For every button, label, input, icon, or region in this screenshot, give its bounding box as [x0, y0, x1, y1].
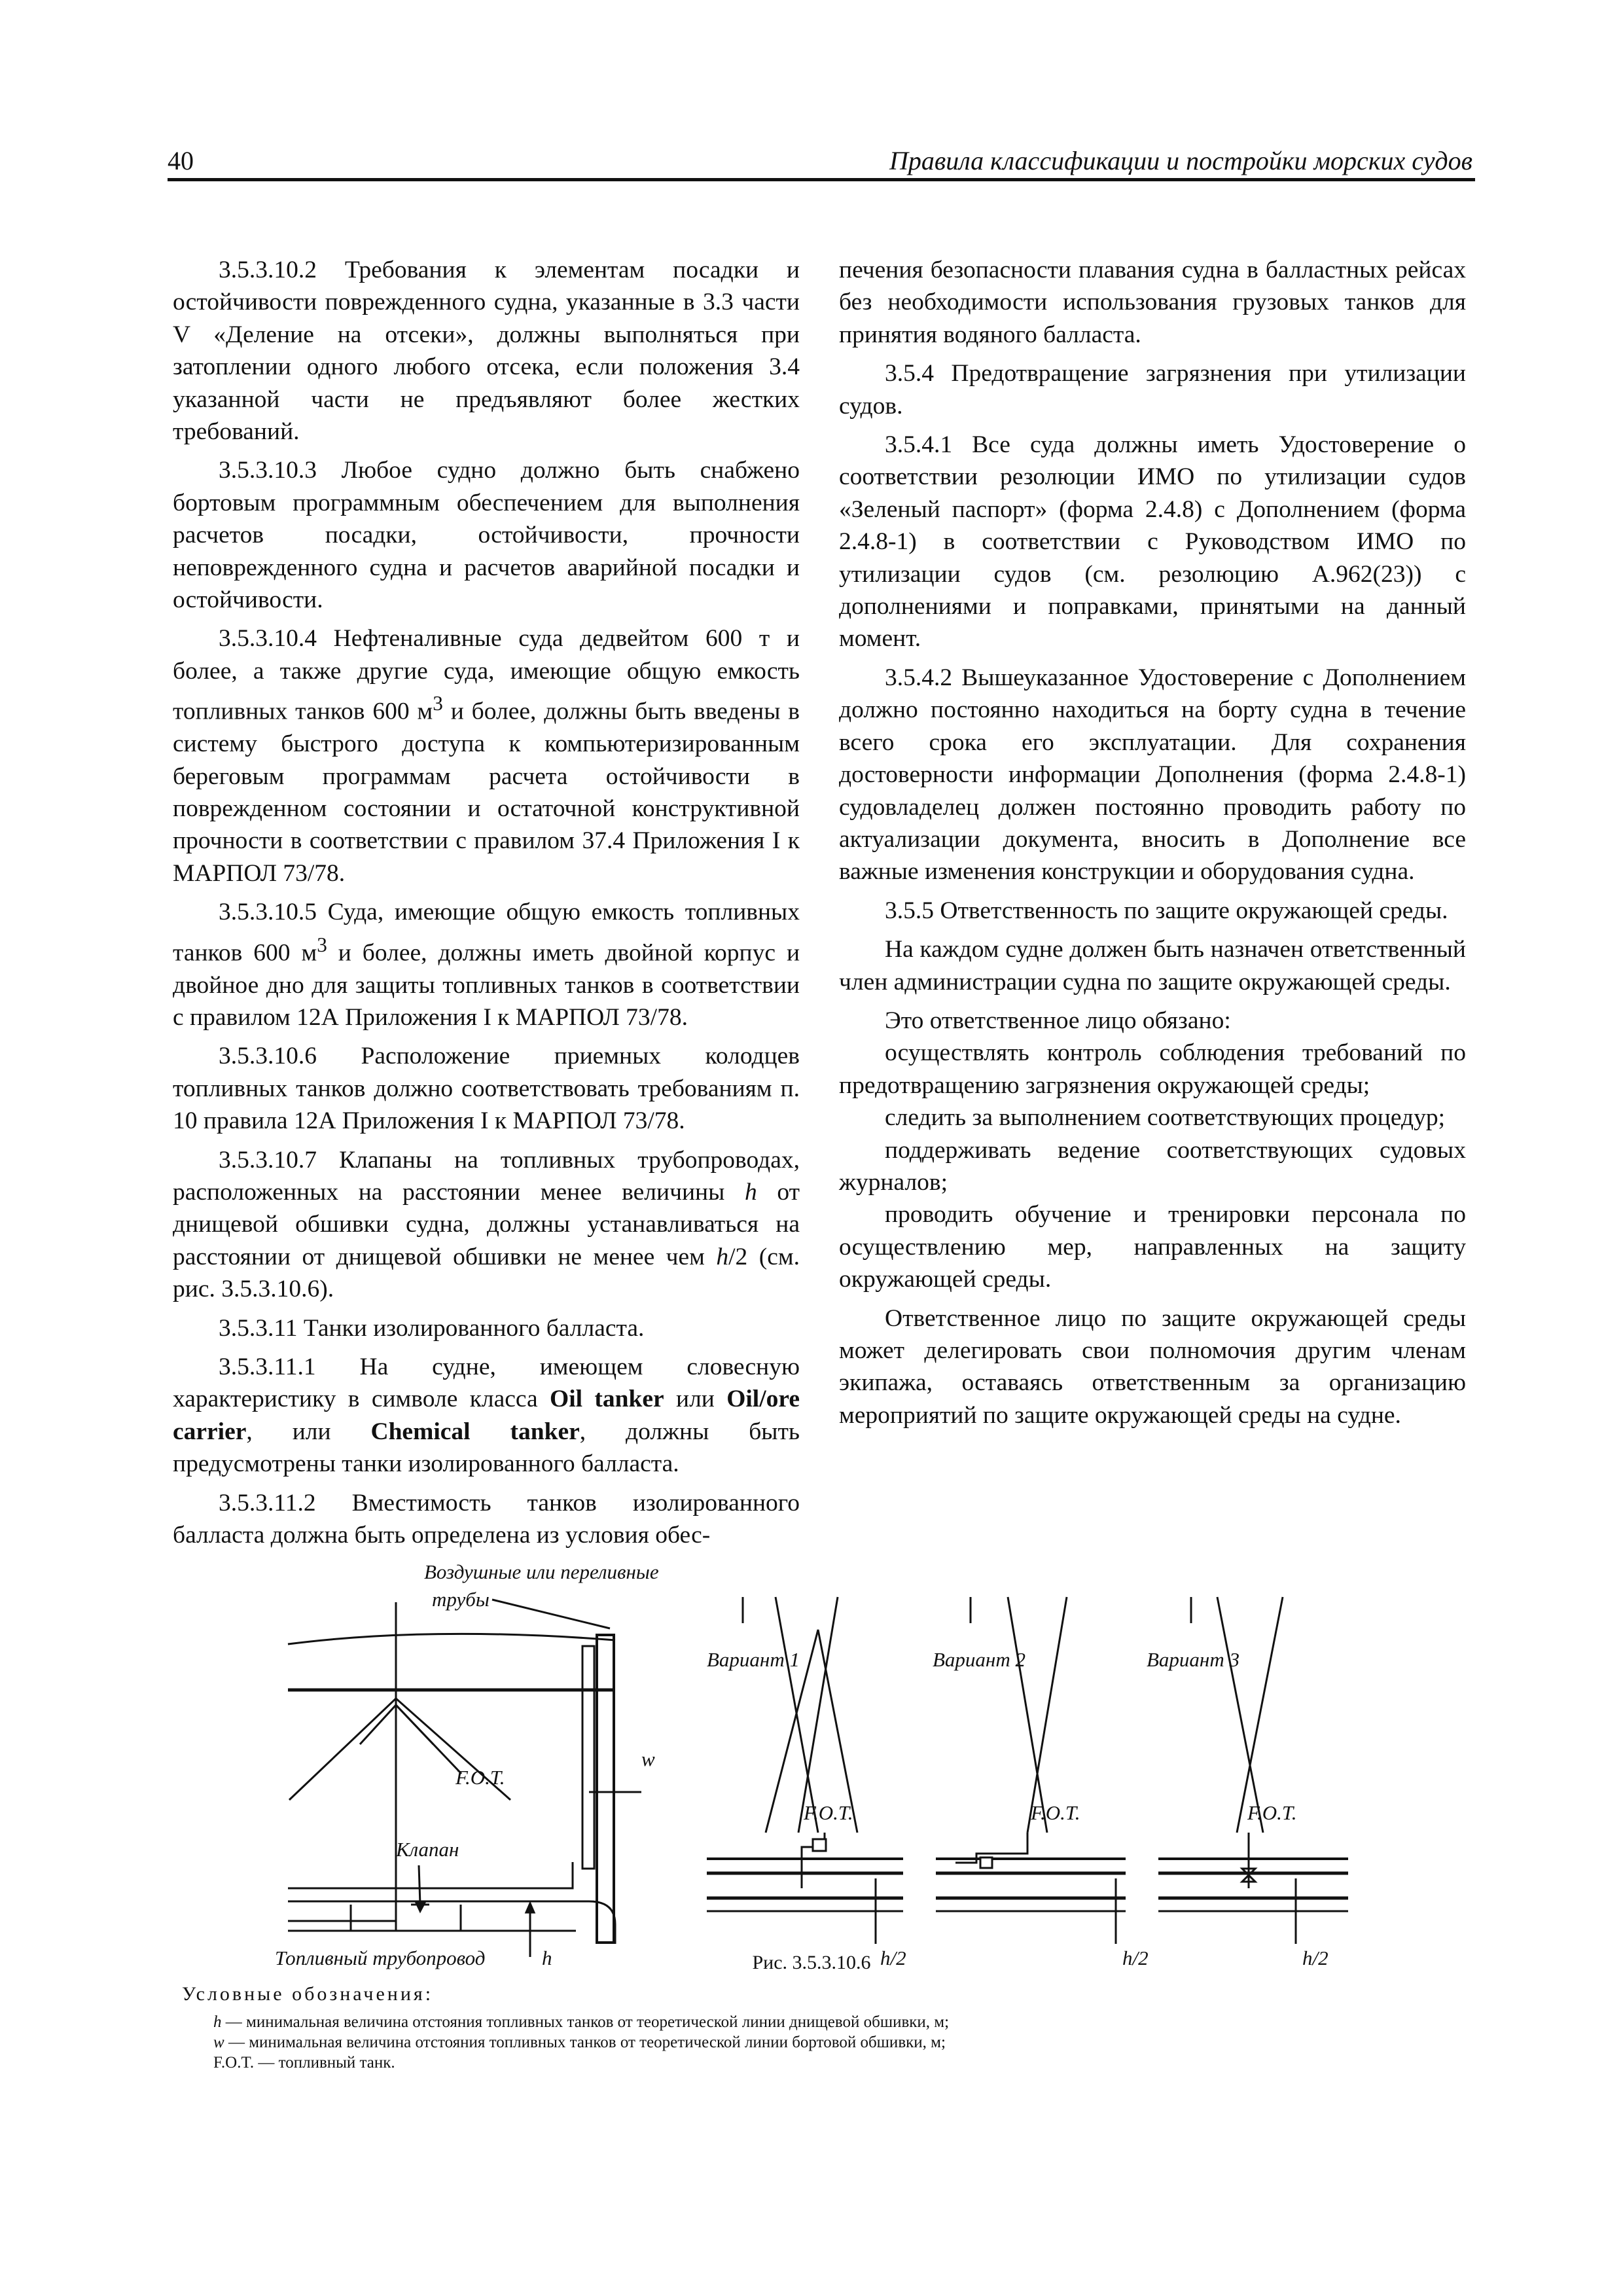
right-column — [839, 254, 1466, 1438]
paragraph: 3.5.3.10.7 Клапаны на топливных трубопроводах, расположенных на расстоянии менее величины h от днищевой обшивки судна, должны устанавливаться на расстоянии от днищевой обшивки не менее чем h/2 (см. рис. 3.5.3.10.6). — [173, 1146, 800, 1303]
list-item: поддерживать ведение соответствующих судовых журналов; — [839, 1136, 1466, 1196]
svg-text:Топливный трубопровод: Топливный трубопровод — [275, 1946, 486, 1969]
variant-2-diagram — [933, 1597, 1149, 1969]
svg-text:трубы: трубы — [432, 1588, 490, 1611]
section-heading: 3.5.5 Ответственность по защите окружающей среды. — [885, 897, 1448, 924]
svg-text:Вариант 1: Вариант 1 — [707, 1648, 800, 1671]
paragraph: 3.5.4.1 Все суда должны иметь Удостоверение о соответствии резолюции ИМО по утилизации судов «Зеленый паспорт» (форма 2.4.8) с Дополнением (форма 2.4.8-1) в соответствии с Руководством ИМО по утилизации судов (см. резолюцию А.962(23)) с дополнениями и поправками, принятыми на данный момент. — [839, 431, 1466, 653]
paragraph: 3.5.3.10.5 Суда, имеющие общую емкость топливных танков 600 $м^3$ и более, должны иметь двойной корпус и двойное дно для защиты топливных танков в соответствии с правилом 12А Приложения I к МАРПОЛ 73/78. — [173, 899, 800, 1031]
svg-text:F.O.T.: F.O.T. — [804, 1801, 853, 1824]
paragraph: Это ответственное лицо обязано: — [885, 1007, 1231, 1034]
svg-text:w: w — [641, 1748, 655, 1770]
list-item: осуществлять контроль соблюдения требований по предотвращению загрязнения окружающей среды; — [839, 1039, 1466, 1099]
paragraph: Ответственное лицо по защите окружающей среды может делегировать свои полномочия другим членам экипажа, оставаясь ответственным за организацию мероприятий по защите окружающей среды на судне. — [839, 1304, 1466, 1429]
left-column — [173, 254, 800, 1558]
figure-caption: Рис. 3.5.3.10.6 — [752, 1952, 871, 1973]
svg-text:Вариант 3: Вариант 3 — [1147, 1648, 1240, 1671]
section-heading: 3.5.4 Предотвращение загрязнения при утилизации судов. — [839, 360, 1466, 420]
svg-text:h/2: h/2 — [1302, 1946, 1329, 1969]
paragraph: 3.5.3.10.3 Любое судно должно быть снабжено бортовым программным обеспечением для выполнения расчетов посадки, остойчивости, прочности неповрежденного судна и расчетов аварийной посадки и остойчивости. — [173, 457, 800, 614]
list-item: следить за выполнением соответствующих процедур; — [885, 1104, 1445, 1132]
paragraph: 3.5.3.11.1 На судне, имеющем словесную характеристику в символе класса Oil tanker или Oil/ore carrier, или Chemical tanker, должны быть предусмотрены танки изолированного балласта. — [173, 1354, 800, 1478]
tank-section-diagram — [275, 1560, 659, 1969]
paragraph: 3.5.3.10.6 Расположение приемных колодцев топливных танков должно соответствовать требованиям п. 10 правила 12А Приложения I к МАРПОЛ 73/78. — [173, 1043, 800, 1135]
legend-item-fot: F.O.T. — топливный танк. — [213, 2054, 395, 2072]
svg-text:Воздушные или переливные: Воздушные или переливные — [424, 1560, 659, 1583]
svg-text:F.O.T.: F.O.T. — [1031, 1801, 1080, 1824]
svg-text:Клапан: Клапан — [396, 1838, 459, 1861]
svg-text:Вариант 2: Вариант 2 — [933, 1648, 1026, 1671]
paragraph: На каждом судне должен быть назначен ответственный член администрации судна по защите окружающей среды. — [839, 936, 1466, 996]
svg-text:F.O.T.: F.O.T. — [455, 1766, 505, 1789]
paragraph: печения безопасности плавания судна в балластных рейсах без необходимости использования грузовых танков для принятия водяного балласта. — [839, 257, 1466, 348]
svg-text:F.O.T.: F.O.T. — [1247, 1801, 1297, 1824]
legend-item-w: w — минимальная величина отстояния топливных танков от теоретической линии бортовой обшивки, м; — [213, 2034, 946, 2051]
page-number: 40 — [168, 146, 194, 175]
paragraph: 3.5.3.11 Танки изолированного балласта. — [219, 1314, 645, 1342]
paragraph: 3.5.3.11.2 Вместимость танков изолированного балласта должна быть определена из условия обес- — [173, 1489, 800, 1549]
variant-3-diagram — [1147, 1597, 1348, 1969]
paragraph: 3.5.4.2 Вышеуказанное Удостоверение с Дополнением должно постоянно находиться на борту судна в течение всего срока его эксплуатации. Для сохранения достоверности информации Дополнения (форма 2.4.8-1) судовладелец должен постоянно проводить работу по актуализации документа, вносить в Дополнение все важные изменения конструкции и оборудования судна. — [839, 664, 1466, 886]
legend-title: Условные обозначения: — [182, 1983, 434, 2005]
paragraph: 3.5.3.10.4 Нефтеналивные суда дедвейтом 600 т и более, а также другие суда, имеющие общую емкость топливных танков 600 $м^3$ и более, должны быть введены в систему быстрого доступа к компьютеризированным береговым программам расчета остойчивости в поврежденном состоянии и остаточной конструктивной прочности в соответствии с правилом 37.4 Приложения I к МАРПОЛ 73/78. — [173, 625, 800, 887]
running-title: Правила классификации и постройки морских судов — [889, 146, 1472, 175]
paragraph: 3.5.3.10.2 Требования к элементам посадки и остойчивости поврежденного судна, указанные в 3.3 части V «Деление на отсеки», должны выполняться при затоплении одного любого отсека, если положения 3.4 указанной части не предъявляют более жестких требований. — [173, 257, 800, 446]
svg-text:h/2: h/2 — [880, 1946, 906, 1969]
legend — [213, 2012, 949, 2073]
variant-1-diagram — [707, 1597, 906, 1969]
list-item: проводить обучение и тренировки персонала по осуществлению мер, направленных на защиту окружающей среды. — [839, 1201, 1466, 1293]
svg-text:h/2: h/2 — [1122, 1946, 1149, 1969]
legend-item-h: h — минимальная величина отстояния топливных танков от теоретической линии днищевой обшивки, м; — [213, 2013, 950, 2031]
header-rule — [168, 178, 1475, 181]
svg-text:h: h — [542, 1946, 552, 1969]
